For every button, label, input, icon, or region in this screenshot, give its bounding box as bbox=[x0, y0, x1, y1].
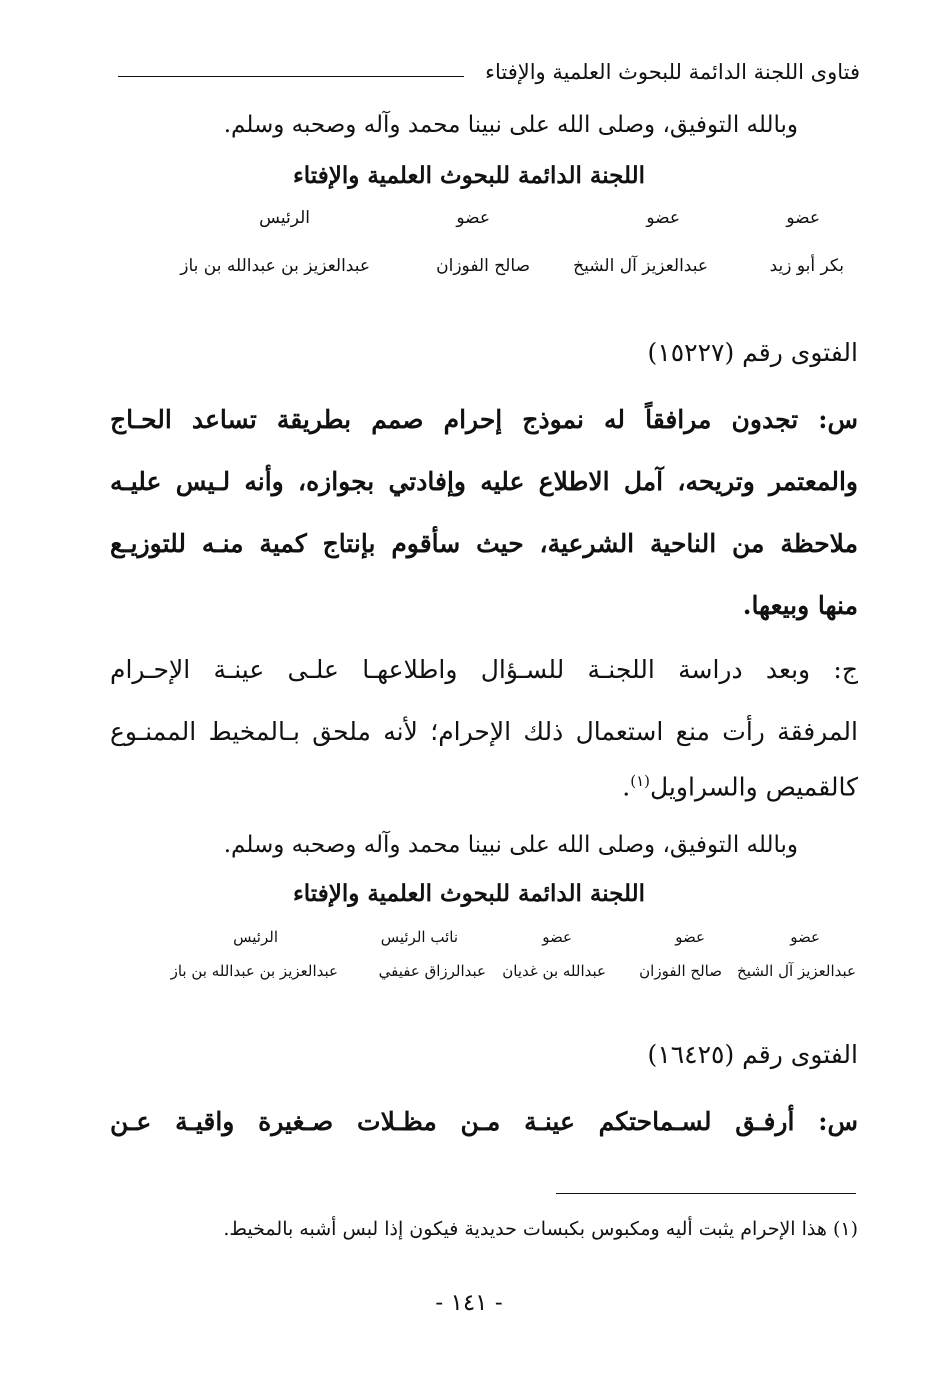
signatory-role: عضو bbox=[786, 208, 820, 228]
signatory-name: صالح الفوزان bbox=[639, 962, 722, 980]
signatory-name: صالح الفوزان bbox=[436, 256, 530, 276]
question-line: ملاحظة من الناحية الشرعية، حيث سأقوم بإنتاج كمية منـه للتوزيـع bbox=[110, 529, 858, 558]
header-rule bbox=[118, 76, 464, 77]
signatory-role: عضو bbox=[456, 208, 490, 228]
closing-formula: وبالله التوفيق، وصلى الله على نبينا محمد وآله وصحبه وسلم. bbox=[223, 832, 798, 858]
signatory-name: عبدالعزيز بن عبدالله بن باز bbox=[170, 962, 338, 980]
signatory-role: عضو bbox=[675, 928, 705, 946]
answer-text: كالقميص والسراويل bbox=[650, 772, 858, 802]
committee-title: اللجنة الدائمة للبحوث العلمية والإفتاء bbox=[292, 880, 646, 907]
fatwa-number: الفتوى رقم (١٥٢٢٧) bbox=[647, 338, 858, 367]
fatwa-number: الفتوى رقم (١٦٤٢٥) bbox=[647, 1040, 858, 1069]
answer-end: . bbox=[622, 772, 631, 802]
footnote-rule bbox=[556, 1193, 856, 1194]
signatory-name: بكر أبو زيد bbox=[769, 256, 844, 276]
signatory-role: الرئيس bbox=[259, 208, 310, 228]
signatory-role: عضو bbox=[646, 208, 680, 228]
question-line: منها وبيعها. bbox=[742, 591, 858, 620]
footnote: (١) هذا الإحرام يثبت أليه ومكبوس بكبسات حديدية فيكون إذا لبس أشبه بالمخيط. bbox=[223, 1218, 858, 1240]
committee-title: اللجنة الدائمة للبحوث العلمية والإفتاء bbox=[292, 162, 646, 189]
signatory-name: عبدالعزيز بن عبدالله بن باز bbox=[180, 256, 370, 276]
signatory-name: عبدالرزاق عفيفي bbox=[378, 962, 486, 980]
signatory-role: الرئيس bbox=[233, 928, 278, 946]
answer-line: المرفقة رأت منع استعمال ذلك الإحرام؛ لأنه ملحق بـالمخيط الممنـوع bbox=[110, 717, 858, 746]
running-header: فتاوى اللجنة الدائمة للبحوث العلمية والإفتاء bbox=[485, 60, 860, 84]
footnote-marker[interactable]: (١) bbox=[630, 772, 650, 790]
signatory-role: نائب الرئيس bbox=[380, 928, 458, 946]
signatory-name: عبدالله بن غديان bbox=[502, 962, 606, 980]
signatory-name: عبدالعزيز آل الشيخ bbox=[737, 962, 856, 980]
question-line: س: أرفـق لسـماحتكم عينـة مـن مظـلات صـغيرة واقيـة عـن bbox=[110, 1107, 858, 1136]
signatory-role: عضو bbox=[790, 928, 820, 946]
question-line: والمعتمر وتريحه، آمل الاطلاع عليه وإفادتي بجوازه، وأنه لـيس عليـه bbox=[110, 467, 858, 496]
closing-formula: وبالله التوفيق، وصلى الله على نبينا محمد وآله وصحبه وسلم. bbox=[223, 112, 798, 138]
signatory-role: عضو bbox=[542, 928, 572, 946]
question-line: س: تجدون مرافقاً له نموذج إحرام صمم بطريقة تساعد الحـاج bbox=[110, 405, 858, 434]
answer-line: ج: وبعد دراسة اللجنـة للسـؤال واطلاعهـا علـى عينـة الإحـرام bbox=[110, 655, 858, 684]
signatory-name: عبدالعزيز آل الشيخ bbox=[573, 256, 708, 276]
answer-line bbox=[622, 772, 858, 801]
page-number: - ١٤١ - bbox=[435, 1290, 503, 1316]
